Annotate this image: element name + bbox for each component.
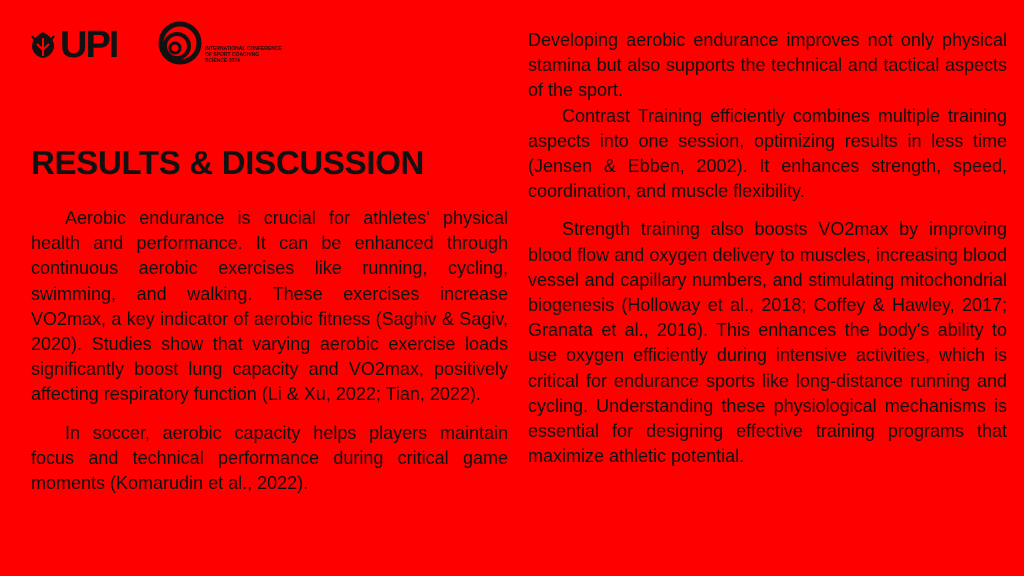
conference-line: SCIENCE 2024 (205, 58, 240, 64)
paragraph-soccer: In soccer, aerobic capacity helps players maintain focus and technical performance during critical game moments (Komarudin et al., 2022). (31, 422, 508, 494)
upi-logo (30, 26, 117, 64)
upi-emblem-icon (30, 30, 56, 60)
left-column (31, 206, 508, 496)
paragraph-contrast-training: Contrast Training efficiently combines multiple training aspects into one session, optimizing results in less time (Jensen & Ebben, 2002). It enhances strength, speed, coordination, and muscle flexibility. (528, 105, 1007, 202)
conference-rings-icon (157, 20, 203, 66)
upi-logo-text: UPI (60, 24, 118, 66)
paragraph-developing-endurance: Developing aerobic endurance improves not only physical stamina but also supports the technical and tactical aspects of the sport. (528, 30, 1007, 101)
right-column (528, 28, 1007, 469)
conference-line: INTERNATIONAL CONFERENCE (205, 46, 282, 52)
conference-line: OF SPORT COACHING (205, 52, 260, 58)
paragraph-aerobic-endurance: Aerobic endurance is crucial for athletes' physical health and performance. It can be enhanced through continuous aerobic exercises like running, cycling, swimming, and walking. These exercises increase VO2max, a key indicator of aerobic fitness (Saghiv & Sagiv, 2020). Studies show that varying aerobic exercise loads significantly boost lung capacity and VO2max, positively affecting respiratory function (Li & Xu, 2022; Tian, 2022). (31, 208, 508, 405)
section-heading: RESULTS & DISCUSSION (31, 144, 425, 181)
conference-logo-text (205, 46, 295, 64)
conference-logo (157, 20, 295, 66)
paragraph-strength-training: Strength training also boosts VO2max by improving blood flow and oxygen delivery to muscles, increasing blood vessel and capillary numbers, and stimulating mitochondrial biogenesis (Holloway et al., 2018; Coffey & Hawley, 2017; Granata et al., 2016). This enhances the body's ability to use oxygen efficiently during intensive activities, which is critical for endurance sports like long-distance running and cycling. Understanding these physiological mechanisms is essential for designing effective training programs that maximize athletic potential. (528, 219, 1007, 467)
